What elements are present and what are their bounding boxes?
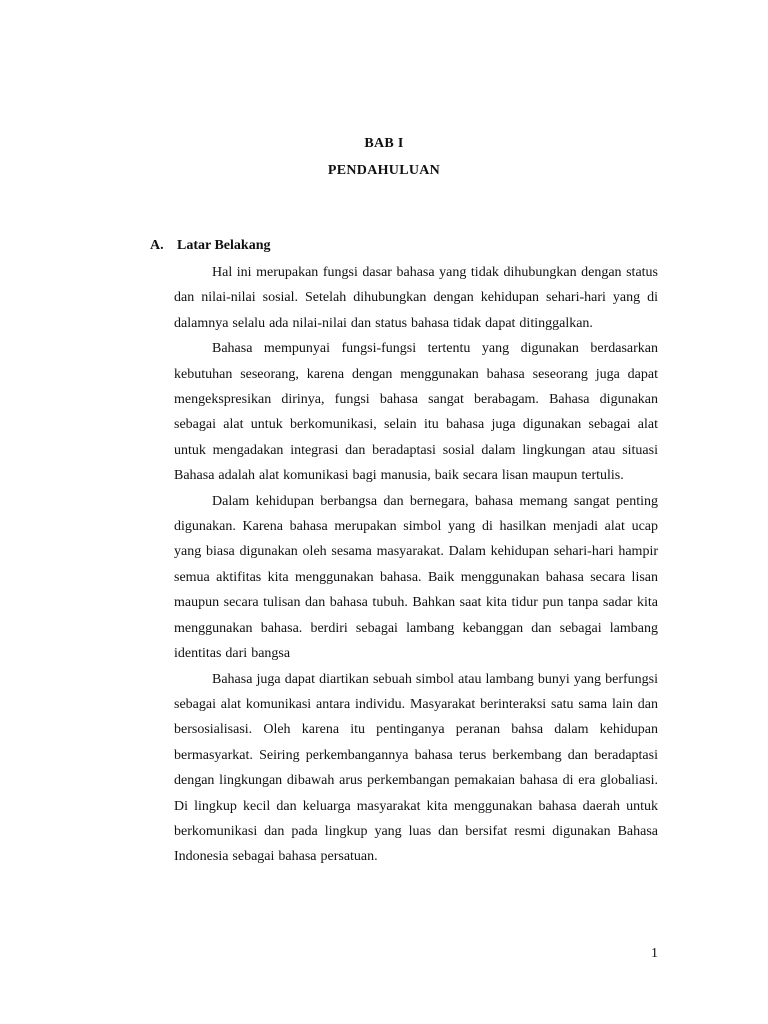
section-letter: A. <box>150 238 164 253</box>
page-number: 1 <box>651 946 658 961</box>
section-title: Latar Belakang <box>177 238 271 253</box>
paragraph-3: Dalam kehidupan berbangsa dan bernegara, bahasa memang sangat penting digunakan. Karena bahasa merupakan simbol yang di hasilkan menjadi alat ucap yang biasa digunakan oleh sesama masyarakat. Dalam kehidupan sehari-hari hampir semua aktifitas kita menggunakan bahasa. Baik menggunakan bahasa secara lisan maupun secara tulisan dan bahasa tubuh. Bahkan saat kita tidur pun tanpa sadar kita menggunakan bahasa. berdiri sebagai lambang kebanggan dan sebagai lambang identitas dari bangsa <box>174 493 658 662</box>
section-heading <box>150 238 270 254</box>
chapter-number: BAB I <box>364 136 404 151</box>
body-text <box>174 260 658 870</box>
paragraph-2: Bahasa mempunyai fungsi-fungsi tertentu yang digunakan berdasarkan kebutuhan seseorang, karena dengan menggunakan bahasa seseorang juga dapat mengekspresikan dirinya, fungsi bahasa sangat berabagam. Bahasa digunakan sebagai alat untuk berkomunikasi, selain itu bahasa juga digunakan sebagai alat untuk mengadakan integrasi dan beradaptasi sosial dalam lingkungan atau situasi Bahasa adalah alat komunikasi bagi manusia, baik secara lisan maupun tertulis. <box>174 341 658 484</box>
paragraph-4: Bahasa juga dapat diartikan sebuah simbol atau lambang bunyi yang berfungsi sebagai alat komunikasi antara individu. Masyarakat berinteraksi satu sama lain dan bersosialisasi. Oleh karena itu pentinganya peranan bahsa dalam kehidupan bermasyarkat. Seiring perkembangannya bahasa terus berkembang dan beradaptasi dengan lingkungan dibawah arus perkembangan pemakaian bahasa di era globaliasi. Di lingkup kecil dan keluarga masyarakat kita menggunakan bahasa daerah untuk berkomunikasi dan pada lingkup yang luas dan bersifat resmi digunakan Bahasa Indonesia sebagai bahasa persatuan. <box>174 671 658 865</box>
chapter-title: PENDAHULUAN <box>327 163 441 178</box>
paragraph-1: Hal ini merupakan fungsi dasar bahasa yang tidak dihubungkan dengan status dan nilai-nilai sosial. Setelah dihubungkan dengan kehidupan sehari-hari yang di dalamnya selalu ada nilai-nilai dan status bahasa tidak dapat ditinggalkan. <box>174 265 658 331</box>
